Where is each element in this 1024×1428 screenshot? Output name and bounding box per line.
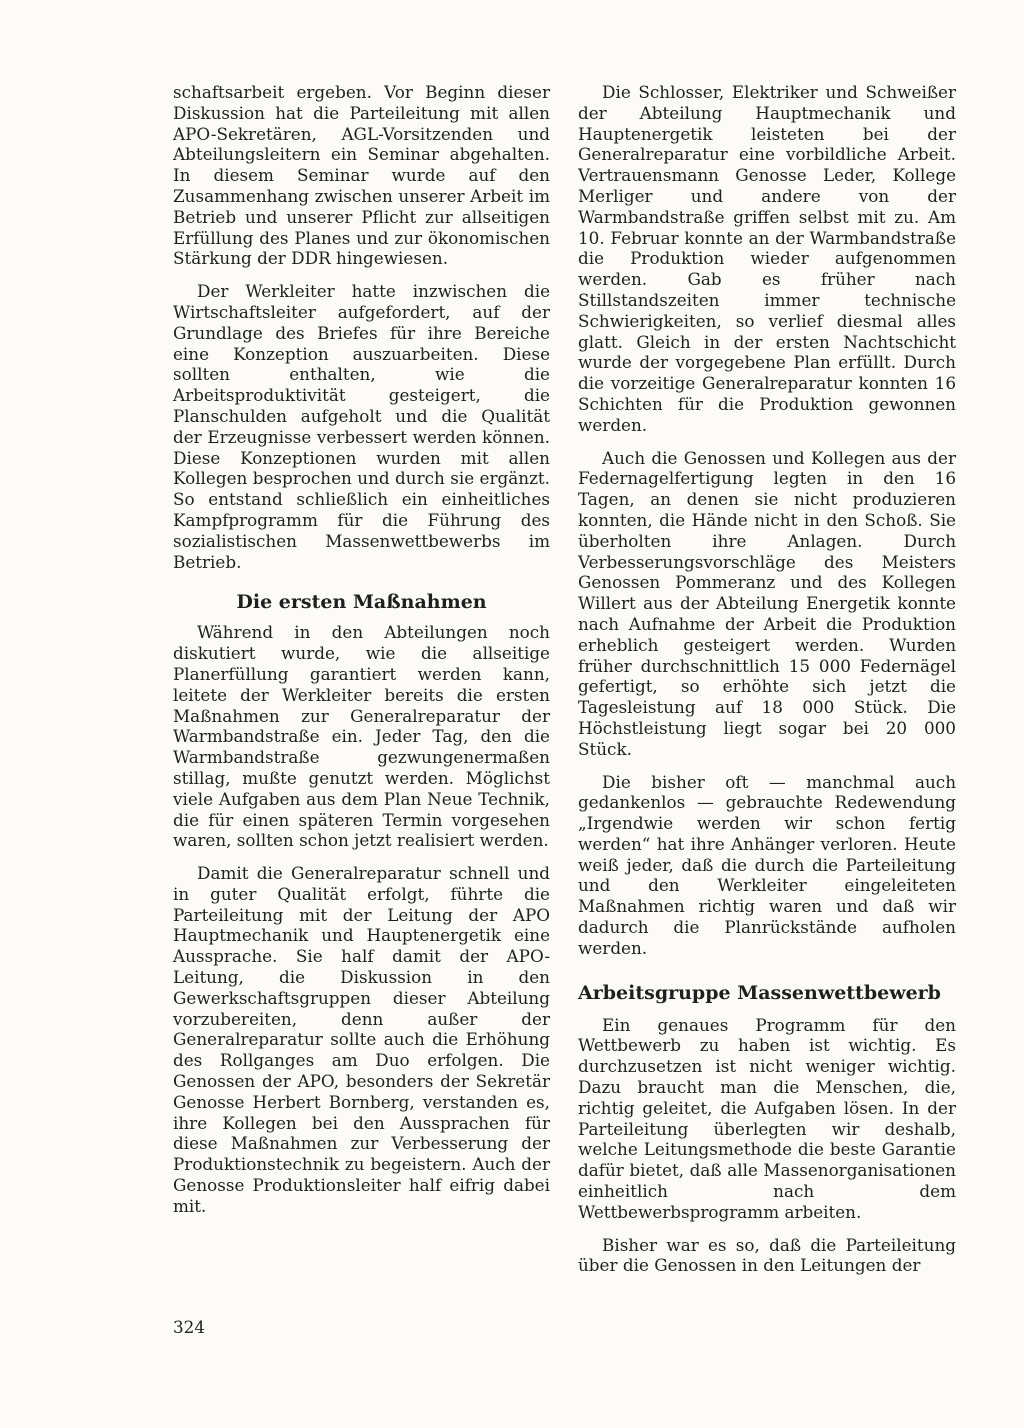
right-paragraph-3: Die bisher oft — manchmal auch gedankenlos — gebrauchte Redewendung „Irgendwie werden wir schon fertig werden“ hat ihre Anhänger verloren. Heute weiß jeder, daß die durch die Parteileitung und den Werkleiter eingeleiteten Maßnahmen richtig waren und daß wir dadurch die Planrückstände aufholen werden. xyxy=(578,771,956,958)
section-heading-arbeitsgruppe: Arbeitsgruppe Massenwettbewerb xyxy=(578,981,941,1004)
page-number: 324 xyxy=(173,1317,206,1337)
right-paragraph-5: Bisher war es so, daß die Parteileitung über die Genossen in den Leitungen der xyxy=(578,1234,956,1276)
left-column xyxy=(173,82,550,1229)
left-paragraph-2: Der Werkleiter hatte inzwischen die Wirtschaftsleiter aufgefordert, auf der Grundlage des Briefes für ihre Bereiche eine Konzeption auszuarbeiten. Diese sollten enthalten, wie die Arbeitsproduktivität gesteigert, die Planschulden aufgeholt und die Qualität der Erzeugnisse verbessert werden können. Diese Konzeptionen wurden mit allen Kollegen besprochen und durch sie ergänzt. So entstand schließlich ein einheitliches Kampfprogramm für die Führung des sozialistischen Massenwettbewerbs im Betrieb. xyxy=(173,281,550,572)
left-paragraph-1: schaftsarbeit ergeben. Vor Beginn dieser Diskussion hat die Parteileitung mit allen APO-Sekretären, AGL-Vorsitzenden und Abteilungsleitern ein Seminar abgehalten. In diesem Seminar wurde auf den Zusammenhang zwischen unserer Arbeit im Betrieb und unserer Pflicht zur allseitigen Erfüllung des Planes und zur ökonomischen Stärkung der DDR hingewiesen. xyxy=(173,82,550,269)
right-paragraph-4: Ein genaues Programm für den Wettbewerb zu haben ist wichtig. Es durchzusetzen ist nicht weniger wichtig. Dazu braucht man die Menschen, die, richtig geleitet, die Aufgaben lösen. In der Parteileitung überlegten wir deshalb, welche Leitungsmethode die beste Garantie dafür bietet, daß alle Massenorganisationen einheitlich nach dem Wettbewerbsprogramm arbeiten. xyxy=(578,1014,956,1222)
right-column xyxy=(578,82,956,1288)
left-paragraph-3: Während in den Abteilungen noch diskutiert wurde, wie die allseitige Planerfüllung garantiert werden kann, leitete der Werkleiter bereits die ersten Maßnahmen zur Generalreparatur der Warmbandstraße ein. Jeder Tag, den die Warmbandstraße gezwungenermaßen stillag, mußte genutzt werden. Möglichst viele Aufgaben aus dem Plan Neue Technik, die für einen späteren Termin vorgesehen waren, sollten schon jetzt realisiert werden. xyxy=(173,622,550,851)
right-paragraph-1: Die Schlosser, Elektriker und Schweißer der Abteilung Hauptmechanik und Hauptenergetik leisteten bei der Generalreparatur eine vorbildliche Arbeit. Vertrauensmann Genosse Leder, Kollege Merliger und andere von der Warmbandstraße griffen selbst mit zu. Am 10. Februar konnte an der Warmbandstraße die Produktion wieder aufgenommen werden. Gab es früher nach Stillstandszeiten immer technische Schwierigkeiten, so verlief diesmal alles glatt. Gleich in der ersten Nachtschicht wurde der vorgegebene Plan erfüllt. Durch die vorzeitige Generalreparatur konnten 16 Schichten für die Produktion gewonnen werden. xyxy=(578,82,956,435)
section-heading-erste-massnahmen: Die ersten Maßnahmen xyxy=(236,591,487,614)
left-paragraph-4: Damit die Generalreparatur schnell und in guter Qualität erfolgt, führte die Parteileitung mit der Leitung der APO Hauptmechanik und Hauptenergetik eine Aussprache. Sie half damit der APO-Leitung, die Diskussion in den Gewerkschaftsgruppen dieser Abteilung vorzubereiten, denn außer der Generalreparatur sollte auch die Erhöhung des Rollganges am Duo erfolgen. Die Genossen der APO, besonders der Sekretär Genosse Herbert Bornberg, verstanden es, ihre Kollegen bei den Aussprachen für diese Maßnahmen zur Verbesserung der Produktionstechnik zu begeistern. Auch der Genosse Produktionsleiter half eifrig dabei mit. xyxy=(173,863,550,1216)
right-paragraph-2: Auch die Genossen und Kollegen aus der Federnagelfertigung legten in den 16 Tagen, an denen sie nicht produzieren konnten, die Hände nicht in den Schoß. Sie überholten ihre Anlagen. Durch Verbesserungsvorschläge des Meisters Genossen Pommeranz und des Kollegen Willert aus der Abteilung Energetik konnte nach Aufnahme der Arbeit die Produktion erheblich gesteigert werden. Wurden früher durchschnittlich 15 000 Federnägel gefertigt, so erhöhte sich jetzt die Tagesleistung auf 18 000 Stück. Die Höchstleistung liegt sogar bei 20 000 Stück. xyxy=(578,447,956,759)
